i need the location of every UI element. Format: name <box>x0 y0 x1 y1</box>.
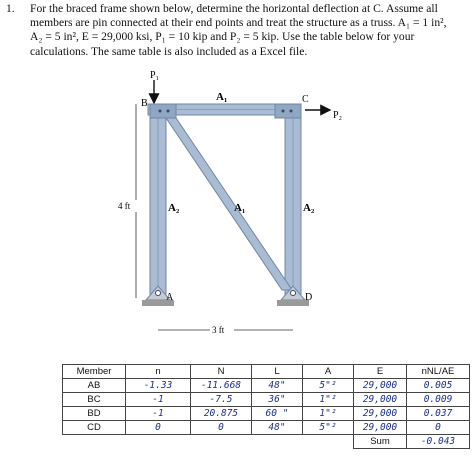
cell-n[interactable]: -1 <box>126 407 191 421</box>
problem-line-1: For the braced frame shown below, determine the horizontal deflection at C. Assume all <box>30 2 438 15</box>
table-sum-row <box>63 435 470 449</box>
header-N: N <box>191 365 252 379</box>
joint-c-plate <box>275 104 301 118</box>
header-member: Member <box>63 365 126 379</box>
header-n: n <box>126 365 191 379</box>
cell-E[interactable]: 29,000 <box>354 421 407 435</box>
joint-b-label: B <box>141 98 148 109</box>
cell-E[interactable]: 29,000 <box>354 379 407 393</box>
table-row <box>63 393 470 407</box>
cell-N[interactable]: -7.5 <box>191 393 252 407</box>
cell-N[interactable]: 0 <box>191 421 252 435</box>
cell-L[interactable]: 48" <box>252 421 303 435</box>
joint-b-plate <box>150 104 176 118</box>
cell-member[interactable]: CD <box>63 421 126 435</box>
member-cd-label: A₂ <box>303 202 315 214</box>
problem-line-4: calculations. The same table is also included as a Excel file. <box>30 44 308 58</box>
calculation-table <box>62 364 470 449</box>
member-bc-label: A₁ <box>216 91 228 103</box>
cell-n[interactable]: -1 <box>126 393 191 407</box>
cell-A[interactable]: 1"² <box>303 393 354 407</box>
header-nnl-ae: nNL/AE <box>407 365 470 379</box>
table-row <box>63 379 470 393</box>
joint-c-label: C <box>302 94 309 105</box>
header-A: A <box>303 365 354 379</box>
problem-number: 1. <box>6 2 15 15</box>
joint-d-label: D <box>305 292 313 303</box>
cell-n[interactable]: 0 <box>126 421 191 435</box>
table-row <box>63 407 470 421</box>
header-L: L <box>252 365 303 379</box>
height-label: 4 ft <box>118 201 131 211</box>
cell-n[interactable]: -1.33 <box>126 379 191 393</box>
member-ab-label: A₂ <box>168 202 180 214</box>
member-bd <box>162 112 292 290</box>
cell-E[interactable]: 29,000 <box>354 393 407 407</box>
cell-A[interactable]: 5"² <box>303 421 354 435</box>
cell-member[interactable]: BD <box>63 407 126 421</box>
cell-L[interactable]: 48" <box>252 379 303 393</box>
member-bd-label: A₁ <box>234 202 246 214</box>
cell-member[interactable]: AB <box>63 379 126 393</box>
joint-a-label: A <box>166 292 174 303</box>
cell-N[interactable]: 20.875 <box>191 407 252 421</box>
table-header-row <box>63 365 470 379</box>
cell-nnl-ae[interactable]: 0.037 <box>407 407 470 421</box>
cell-nnl-ae[interactable]: 0 <box>407 421 470 435</box>
sum-label: Sum <box>354 435 407 449</box>
cell-A[interactable]: 5"² <box>303 379 354 393</box>
cell-member[interactable]: BC <box>63 393 126 407</box>
problem-line-2: members are pin connected at their end points and treat the structure as a truss. A₁ = 1 in², <box>30 16 447 30</box>
sum-value[interactable]: -0.043 <box>407 435 470 449</box>
problem-line-3: A₂ = 5 in², E = 29,000 ksi, P₁ = 10 kip and P₂ = 5 kip. Use the table below for your <box>30 30 415 44</box>
header-E: E <box>354 365 407 379</box>
table-row <box>63 421 470 435</box>
cell-N[interactable]: -11.668 <box>191 379 252 393</box>
cell-E[interactable]: 29,000 <box>354 407 407 421</box>
p1-label: P₁ <box>150 70 160 81</box>
cell-L[interactable]: 36" <box>252 393 303 407</box>
cell-L[interactable]: 60 " <box>252 407 303 421</box>
p2-label: P₂ <box>333 110 343 121</box>
cell-nnl-ae[interactable]: 0.009 <box>407 393 470 407</box>
cell-nnl-ae[interactable]: 0.005 <box>407 379 470 393</box>
width-label: 3 ft <box>212 325 225 335</box>
cell-A[interactable]: 1"² <box>303 407 354 421</box>
